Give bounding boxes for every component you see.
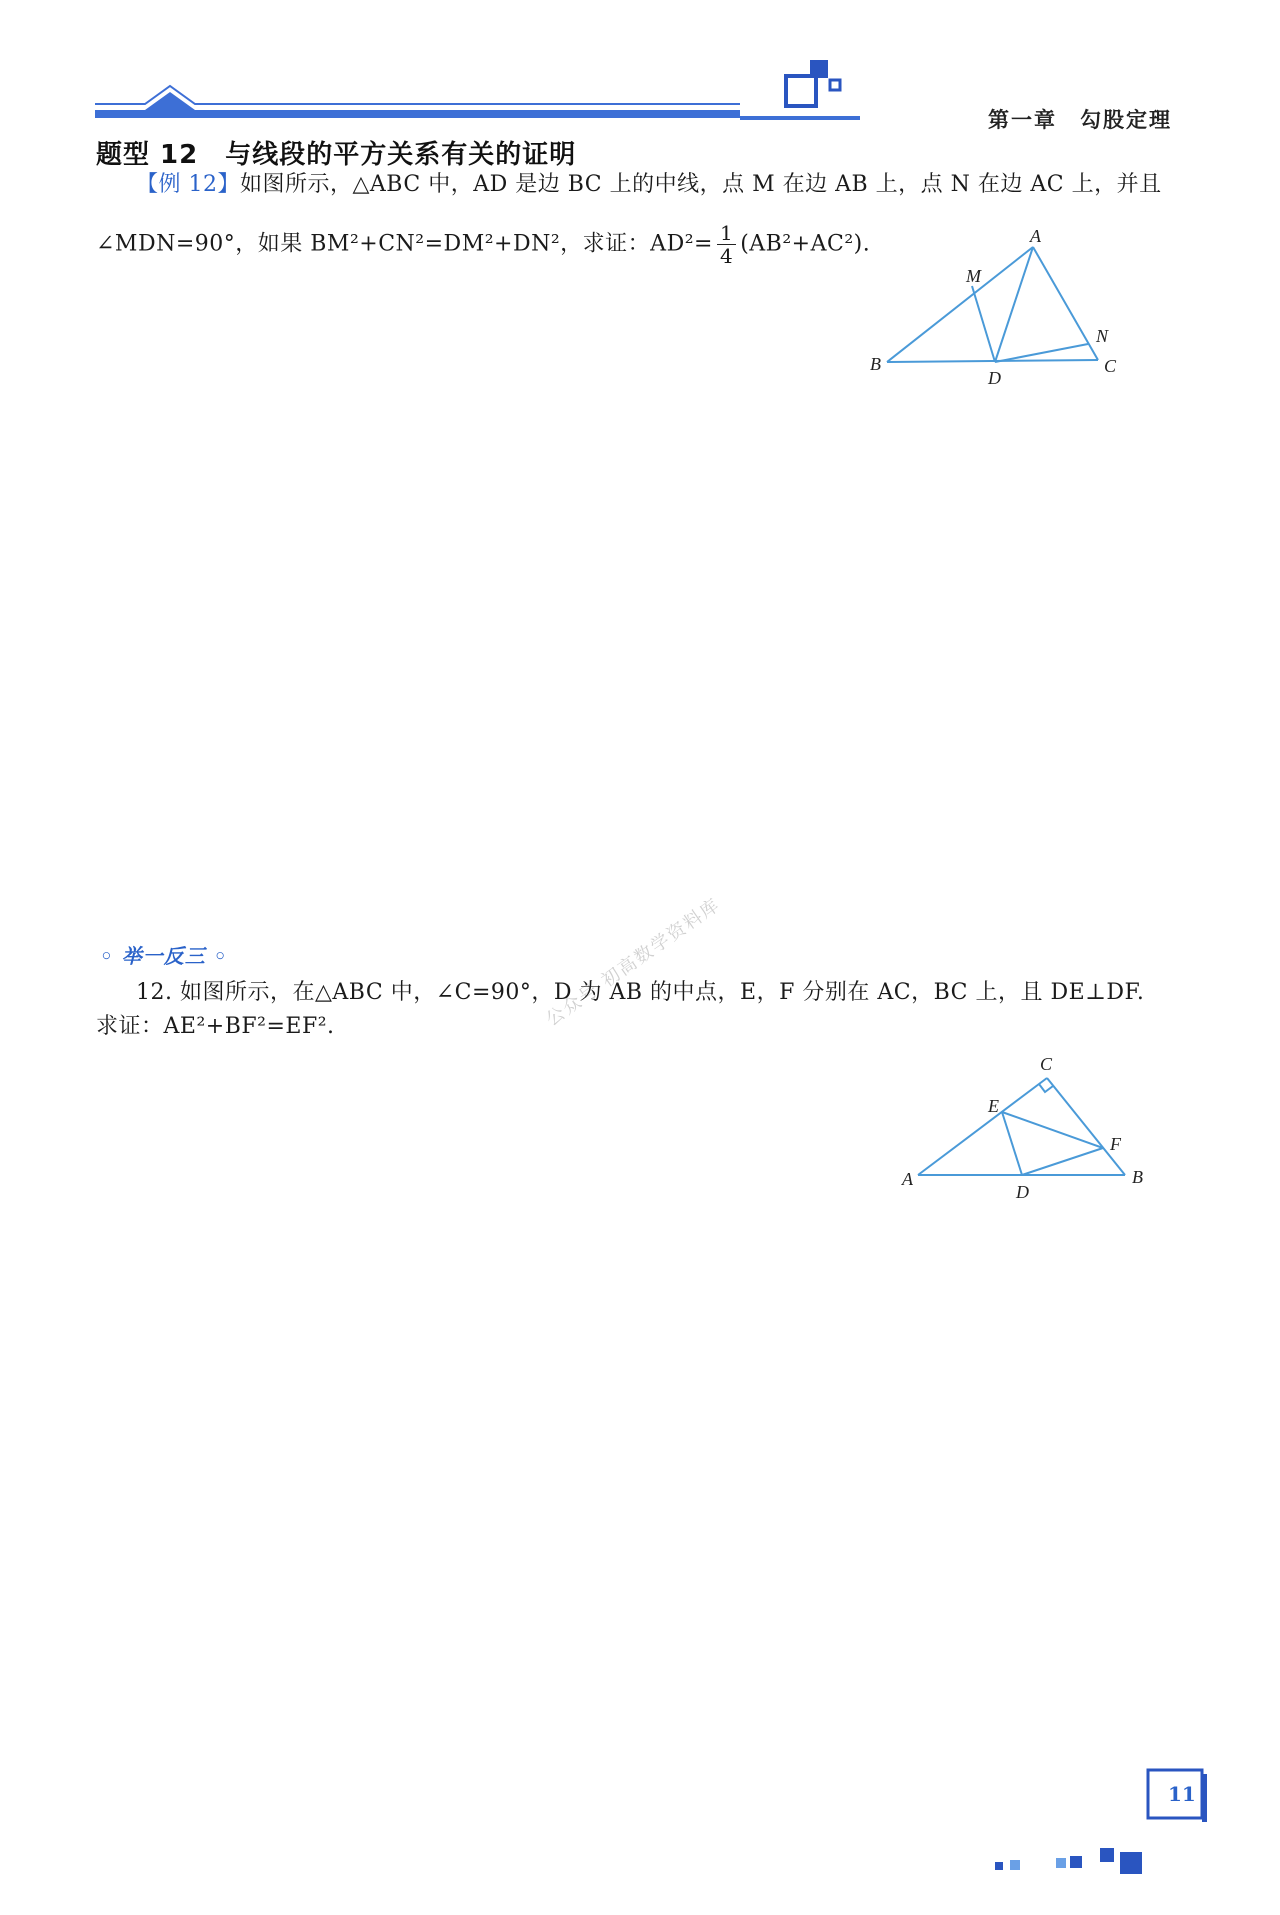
example-line2-b: (AB²+AC²). xyxy=(740,231,871,257)
label-c: C xyxy=(1040,1054,1053,1074)
segment-ac xyxy=(1033,247,1098,360)
label-b: B xyxy=(870,354,881,374)
label-d: D xyxy=(1016,1182,1029,1202)
footer-decoration xyxy=(990,1760,1280,1915)
example-paragraph xyxy=(136,168,1176,202)
footer-square-1 xyxy=(995,1862,1003,1870)
label-n: N xyxy=(1096,326,1109,346)
footer-square-5 xyxy=(1100,1848,1114,1862)
example-tag: 【例 12】 xyxy=(136,172,240,197)
right-angle-mark xyxy=(1039,1084,1053,1092)
practice-line2: 求证：AE²+BF²=EF². xyxy=(96,1014,335,1039)
practice-line1: 12. 如图所示，在△ABC 中，∠C=90°，D 为 AB 的中点，E，F 分别在 AC，BC 上，且 DE⊥DF. xyxy=(136,980,1145,1005)
footer-square-4 xyxy=(1070,1856,1082,1868)
fraction-one-quarter xyxy=(717,222,736,267)
segment-cb xyxy=(1047,1078,1125,1175)
label-b: B xyxy=(1132,1167,1143,1187)
page-number-shadow xyxy=(1202,1774,1207,1822)
header-band-highlight xyxy=(95,86,740,104)
segment-ad xyxy=(995,247,1033,362)
header-square-small xyxy=(830,80,840,90)
chapter-title: 第一章 勾股定理 xyxy=(988,107,1172,132)
label-d: D xyxy=(988,368,1001,388)
footer-square-6 xyxy=(1120,1852,1142,1874)
label-m: M xyxy=(966,266,981,286)
segment-df xyxy=(1022,1148,1103,1175)
label-e: E xyxy=(988,1096,999,1116)
example-line2-a: ∠MDN=90°，如果 BM²+CN²=DM²+DN²，求证：AD²= xyxy=(96,231,713,257)
fraction-numerator: 1 xyxy=(717,222,736,245)
segment-ab xyxy=(887,247,1033,362)
label-a: A xyxy=(1030,230,1041,246)
segment-ed xyxy=(1002,1112,1022,1175)
header-square-outline xyxy=(786,76,816,106)
page-number: 11 xyxy=(1168,1782,1196,1806)
figure-triangle-abc-median xyxy=(860,230,1160,390)
segment-bc xyxy=(887,360,1098,362)
label-c: C xyxy=(1104,356,1117,376)
practice-badge: ◦ 举一反三 ◦ xyxy=(100,944,228,968)
fraction-denominator: 4 xyxy=(719,244,734,268)
header-square-filled xyxy=(810,60,828,78)
example-line1: 如图所示，△ABC 中，AD 是边 BC 上的中线，点 M 在边 AB 上，点 N 在边 AC 上，并且 xyxy=(240,172,1162,197)
section-title: 题型 12 与线段的平方关系有关的证明 xyxy=(96,140,577,170)
figure-right-triangle xyxy=(890,1050,1170,1210)
label-f: F xyxy=(1110,1134,1121,1154)
segment-ac xyxy=(918,1078,1047,1175)
watermark-text: 公众号 初高数学资料库 xyxy=(542,894,725,1031)
segment-md xyxy=(972,286,995,362)
footer-square-3 xyxy=(1056,1858,1066,1868)
footer-square-2 xyxy=(1010,1860,1020,1870)
label-a: A xyxy=(902,1169,913,1189)
